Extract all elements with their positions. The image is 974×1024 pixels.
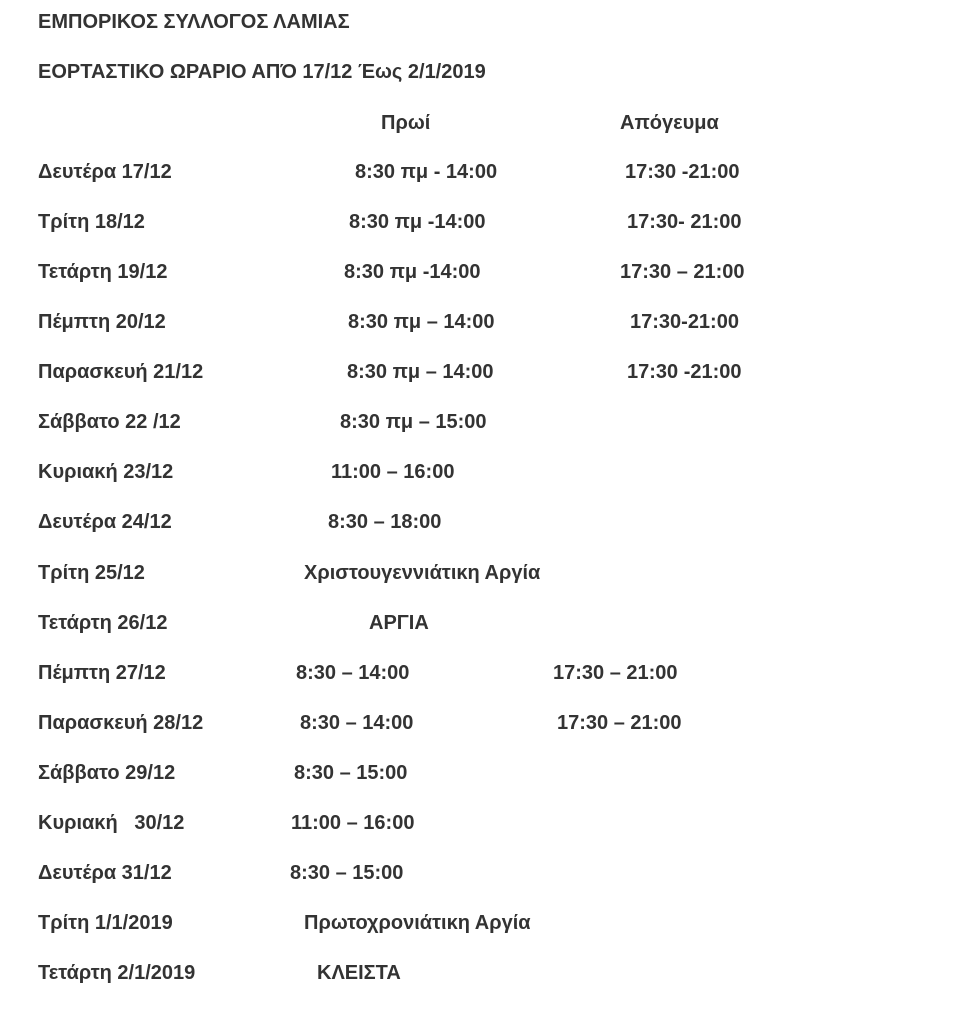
morning-hours: 8:30 πμ – 14:00 — [348, 311, 495, 333]
morning-hours: 11:00 – 16:00 — [331, 461, 455, 483]
morning-hours: 8:30 – 15:00 — [294, 762, 408, 784]
holiday-note: Χριστουγεννιάτικη Αργία — [304, 562, 541, 584]
day-label: Τετάρτη 2/1/2019 — [38, 962, 196, 984]
morning-hours: 8:30 – 14:00 — [296, 662, 410, 684]
morning-hours: 8:30 πμ -14:00 — [344, 261, 481, 283]
morning-hours: 8:30 πμ – 15:00 — [340, 411, 487, 433]
morning-hours: 8:30 – 15:00 — [290, 862, 404, 884]
afternoon-hours: 17:30- 21:00 — [627, 211, 742, 233]
org-title: ΕΜΠΟΡΙΚΟΣ ΣΥΛΛΟΓΟΣ ΛΑΜΙΑΣ — [38, 11, 350, 33]
morning-hours: 8:30 – 14:00 — [300, 712, 414, 734]
day-label: Δευτέρα 31/12 — [38, 862, 172, 884]
day-label: Τετάρτη 26/12 — [38, 612, 168, 634]
day-label: Τετάρτη 19/12 — [38, 261, 168, 283]
morning-hours: 8:30 πμ – 14:00 — [347, 361, 494, 383]
header-afternoon: Απόγευμα — [620, 112, 719, 134]
day-label: Τρίτη 25/12 — [38, 562, 145, 584]
day-label: Σάββατο 22 /12 — [38, 411, 181, 433]
day-label: Παρασκευή 28/12 — [38, 712, 204, 734]
afternoon-hours: 17:30 -21:00 — [627, 361, 742, 383]
afternoon-hours: 17:30-21:00 — [630, 311, 739, 333]
afternoon-hours: 17:30 – 21:00 — [620, 261, 745, 283]
holiday-note: Πρωτοχρονιάτικη Αργία — [304, 912, 531, 934]
morning-hours: 11:00 – 16:00 — [291, 812, 415, 834]
day-label: Πέμπτη 27/12 — [38, 662, 166, 684]
day-label: Δευτέρα 17/12 — [38, 161, 172, 183]
day-label: Κυριακή 30/12 — [38, 812, 185, 834]
schedule-title: ΕΟΡΤΑΣΤΙΚΟ ΩΡΑΡΙΟ ΑΠΌ 17/12 Έως 2/1/2019 — [38, 61, 486, 83]
afternoon-hours: 17:30 -21:00 — [625, 161, 740, 183]
day-label: Παρασκευή 21/12 — [38, 361, 204, 383]
afternoon-hours: 17:30 – 21:00 — [553, 662, 678, 684]
day-label: Πέμπτη 20/12 — [38, 311, 166, 333]
afternoon-hours: 17:30 – 21:00 — [557, 712, 682, 734]
header-morning: Πρωί — [381, 112, 431, 134]
closed-note: ΚΛΕΙΣΤΑ — [317, 962, 401, 984]
holiday-note: ΑΡΓΙΑ — [369, 612, 429, 634]
day-label: Τρίτη 18/12 — [38, 211, 145, 233]
morning-hours: 8:30 πμ - 14:00 — [355, 161, 498, 183]
morning-hours: 8:30 – 18:00 — [328, 511, 442, 533]
day-label: Κυριακή 23/12 — [38, 461, 174, 483]
day-label: Τρίτη 1/1/2019 — [38, 912, 173, 934]
day-label: Σάββατο 29/12 — [38, 762, 176, 784]
day-label: Δευτέρα 24/12 — [38, 511, 172, 533]
morning-hours: 8:30 πμ -14:00 — [349, 211, 486, 233]
